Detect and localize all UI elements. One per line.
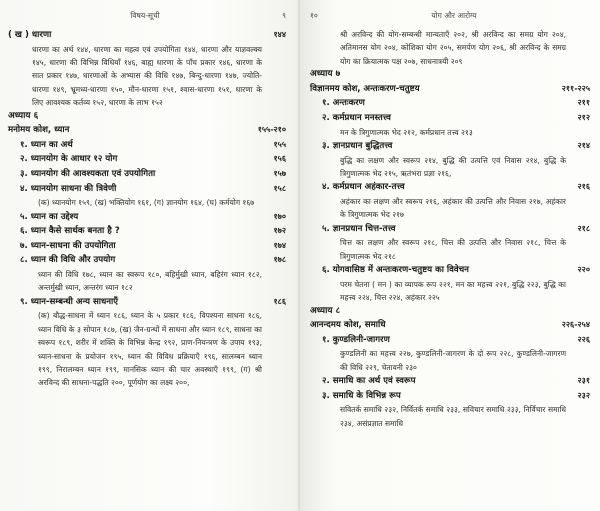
entry-subtopics: अहंकार का लक्षण और स्वरूप २१६, अहंकार की उत्पत्ति और निवास २१७, अहंकार के त्रिगुणात्मक भेद २१७: [340, 197, 566, 220]
entry-page-number: १५७: [273, 169, 286, 178]
toc-entry: [8, 167, 286, 182]
entry-subtopics: सवितर्क समाधि २३२, निर्वितर्क समाधि २३३, सविचार समाधि २३३, निर्विचार समाधि २३४, असंप्रज्ञात समाधि: [340, 405, 566, 428]
toc-entry: [8, 224, 286, 239]
toc-entry: [8, 239, 286, 254]
entry-page-number: २११: [577, 98, 590, 108]
entry-title: ७. ध्यान-साधना की उपयोगिता: [20, 240, 116, 251]
entry-page-number: २३२: [577, 390, 590, 400]
toc-entry: [310, 374, 590, 389]
entry-page-number: २१२: [577, 113, 590, 122]
entry-title: ९. ध्यान-सम्बन्धी अन्य साधनाएँ: [20, 296, 119, 307]
entry-title: ८. ध्यान की विधि और उपयोग: [20, 255, 116, 266]
toc-entry: [310, 96, 590, 111]
page-number: ९: [282, 11, 286, 20]
toc-entry: [8, 28, 286, 43]
toc-entry: [8, 253, 286, 268]
entry-page-number: २१४: [577, 141, 590, 150]
entry-page-number: १७२: [273, 226, 286, 236]
entry-page-number: १७४: [273, 240, 286, 250]
entry-page-number: २११-२२५: [561, 83, 590, 93]
running-head-title: योग और आरोग्य: [431, 11, 477, 20]
entry-page-number: १७०: [273, 211, 286, 221]
entry-page-number: १५५: [273, 139, 286, 149]
entry-subtopics: धारणा का अर्थ १४४, धारणा का महत्व एवं उपयोगिता १४४, धारणा और याज्ञवल्क्य १४५, धारणा की विभिन्न विधियाँ १४६, बाह्य धारणा के पाँच प्रकार १४६, धारणा के सात प्रकार १४७, धारणाओं के अभ्यास की विधि १४७, बिन्दु-धारणा १४७, ज्योति-धारणा १४९, भ्रूमध्य-धारणा १५०, मौन-धारणा १५१, श्वास-धारणा १५१, धारणा के लिए आवश्यक कर्तव्य १५२, धारणा के लाभ १५२: [32, 44, 262, 108]
entry-page-number: १५८: [273, 183, 286, 193]
kosha-entry: [310, 318, 590, 333]
entry-subtopics: (क) ध्यानयोग १५९, (ख) भक्तियोग १६१, (ग) ज्ञानयोग १६४, (घ) कर्मयोग १६७: [38, 198, 255, 208]
entry-page-number: २२६-२५४: [561, 320, 590, 330]
entry-title: १. ध्यान का अर्थ: [20, 139, 73, 150]
toc-entry: [310, 139, 590, 154]
entry-page-number: २१६: [577, 182, 590, 192]
entry-title: ५. ध्यान का उद्देश्य: [20, 211, 79, 222]
toc-entry: [8, 295, 286, 310]
entry-title: ६. योगवासिष्ठ में अन्तःकरण-चतुष्टय का विवेचन: [322, 265, 469, 276]
entry-title: ( ख ) धारणा: [8, 30, 52, 40]
toc-entry: [8, 182, 286, 197]
entry-title: ६. ध्यान कैसे सार्थक बनता है ?: [20, 226, 120, 237]
entry-page-number: १८६: [273, 296, 286, 306]
toc-entry: [8, 152, 286, 167]
entry-page-number: २१८: [577, 223, 590, 233]
chapter-heading: अध्याय ७: [310, 69, 341, 80]
entry-title: २. कर्मप्रधान मनस्तत्त्व: [322, 113, 391, 123]
entry-title: २. समाधि का अर्थ एवं स्वरूप: [322, 376, 416, 387]
entry-subtopics: बुद्धि का लक्षण और स्वरूप २१४, बुद्धि की उत्पत्ति एवं निवास २१४, बुद्धि के त्रिगुणात्मक भेद २१५, ऋतंभरा प्रज्ञा २१६,: [340, 155, 566, 178]
entry-title: १. अन्तःकरण: [322, 98, 365, 109]
entry-title: ५. ज्ञानप्रधान चित्त-तत्त्व: [322, 223, 396, 234]
entry-title: ४. ध्यानयोग साधना की त्रिवेणी: [20, 183, 117, 194]
entry-title: विज्ञानमय कोश, अन्तःकरण-चतुष्टय: [310, 83, 420, 94]
running-head-title: विषय-सूची: [130, 11, 160, 20]
entry-subtopics: चित्त का लक्षण और स्वरूप २१८, चित्त की उत्पत्ति और निवास २१८, चित्त के त्रिगुणात्मक भेद २१८: [340, 238, 566, 261]
right-running-head: [310, 8, 590, 28]
toc-entry: [310, 222, 590, 237]
toc-entry: [8, 138, 286, 153]
entry-page-number: २३१: [577, 376, 590, 386]
toc-body-right: [310, 28, 590, 430]
entry-page-number: १४४: [273, 30, 286, 39]
kosha-entry: [8, 123, 286, 138]
entry-title: आनन्दमय कोश, समाधि: [310, 320, 386, 331]
toc-entry: [8, 210, 286, 225]
entry-subtopics: परम चेतना ( मन ) का व्यापक रूप २२१, मन का महत्त्व २२१, बुद्धि २२३, बुद्धि का महत्त्व २२४, चित्त २२४, अहंकार २२५: [340, 279, 566, 303]
left-running-head: [8, 8, 286, 28]
entry-page-number: २२६: [577, 334, 590, 344]
page-number: १०: [310, 11, 318, 20]
entry-title: ४. कर्मप्रधान अहंकार-तत्त्व: [322, 182, 405, 193]
entry-subtopics: कुण्डलिनी का महत्त्व २२७, कुण्डलिनी-जागरण के दो रूप २२८, कुण्डलिनी-जागरण की विधि २२९, चेतावनी २३०: [340, 349, 566, 372]
toc-body-left: [8, 28, 286, 390]
right-page: [300, 0, 600, 511]
entry-page-number: १५६: [273, 154, 286, 164]
entry-page-number: १७८: [273, 255, 286, 265]
toc-entry: [310, 389, 590, 404]
entry-page-number: १५५-२१०: [257, 125, 286, 135]
entry-title: ३. ज्ञानप्रधान बुद्धितत्त्व: [322, 141, 393, 151]
entry-subtopics: ध्यान की विधि १७८, ध्यान का स्वरूप १८०, बहिर्मुखी ध्यान, बहिरंग ध्यान १८२, अन्तर्मुखी ध्यान, अन्तरंग ध्यान १८२: [38, 269, 262, 293]
chapter-heading: अध्याय ६: [8, 110, 39, 121]
entry-title: २. ध्यानयोग के आधार १२ योग: [20, 154, 118, 165]
entry-subtopics: मन के त्रिगुणात्मक भेद २१२, कर्मप्रधान तत्त्व २१३: [340, 127, 473, 137]
toc-entry: [310, 111, 590, 126]
entry-title: १. कुण्डलिनी-जागरण: [322, 334, 390, 345]
chapter-heading: अध्याय ८: [310, 305, 341, 316]
entry-title: ३. समाधि के विभिन्न रूप: [322, 390, 401, 401]
entry-subtopics: (क) बौद्ध-साधना में ध्यान १८६, ध्यान के ५ प्रकार १८६, विपश्यना साधना १८६, ध्यान विधि के ३ सोपान १८७, (ख) जैन-ग्रन्थों में साधना और ध्यान १८९, साधना का स्वरूप १८९, शरीर में शक्ति के विभिन्न केन्द्र १९२, प्राण-नियन्त्रण के उपाय १९३, ध्यान-साधना के प्रयोजन १९५, ध्यान की विविध प्रक्रियाएँ १९६, सालम्बन ध्यान १९९, निरालम्बन ध्यान १९९, मानसिक ध्यान की चार अवस्थाएँ १९९, (ग) श्री अरविन्द की साधना-पद्धति २००, पूर्णयोग का लक्ष्य २००,: [38, 311, 262, 388]
toc-entry: [310, 180, 590, 195]
entry-subtopics: श्री अरविन्द की योग-सम्बन्धी मान्यताएँ २०२, श्री अरविन्द का समग्र योग २०४, अतिमानस योग २०४, कोशिका योग २०५, समर्पण योग २०६, श्री अरविन्द के समग्र योग का क्रियात्मक पक्ष २०७, साधनात्रयी २०९: [340, 30, 566, 66]
entry-title: मनोमय कोश, ध्यान: [8, 125, 70, 136]
entry-page-number: २२०: [577, 265, 590, 275]
entry-title: ३. ध्यानयोग की आवश्यकता एवं उपयोगिता: [20, 169, 156, 179]
kosha-entry: [310, 82, 590, 97]
toc-entry: [310, 333, 590, 348]
toc-entry: [310, 263, 590, 278]
